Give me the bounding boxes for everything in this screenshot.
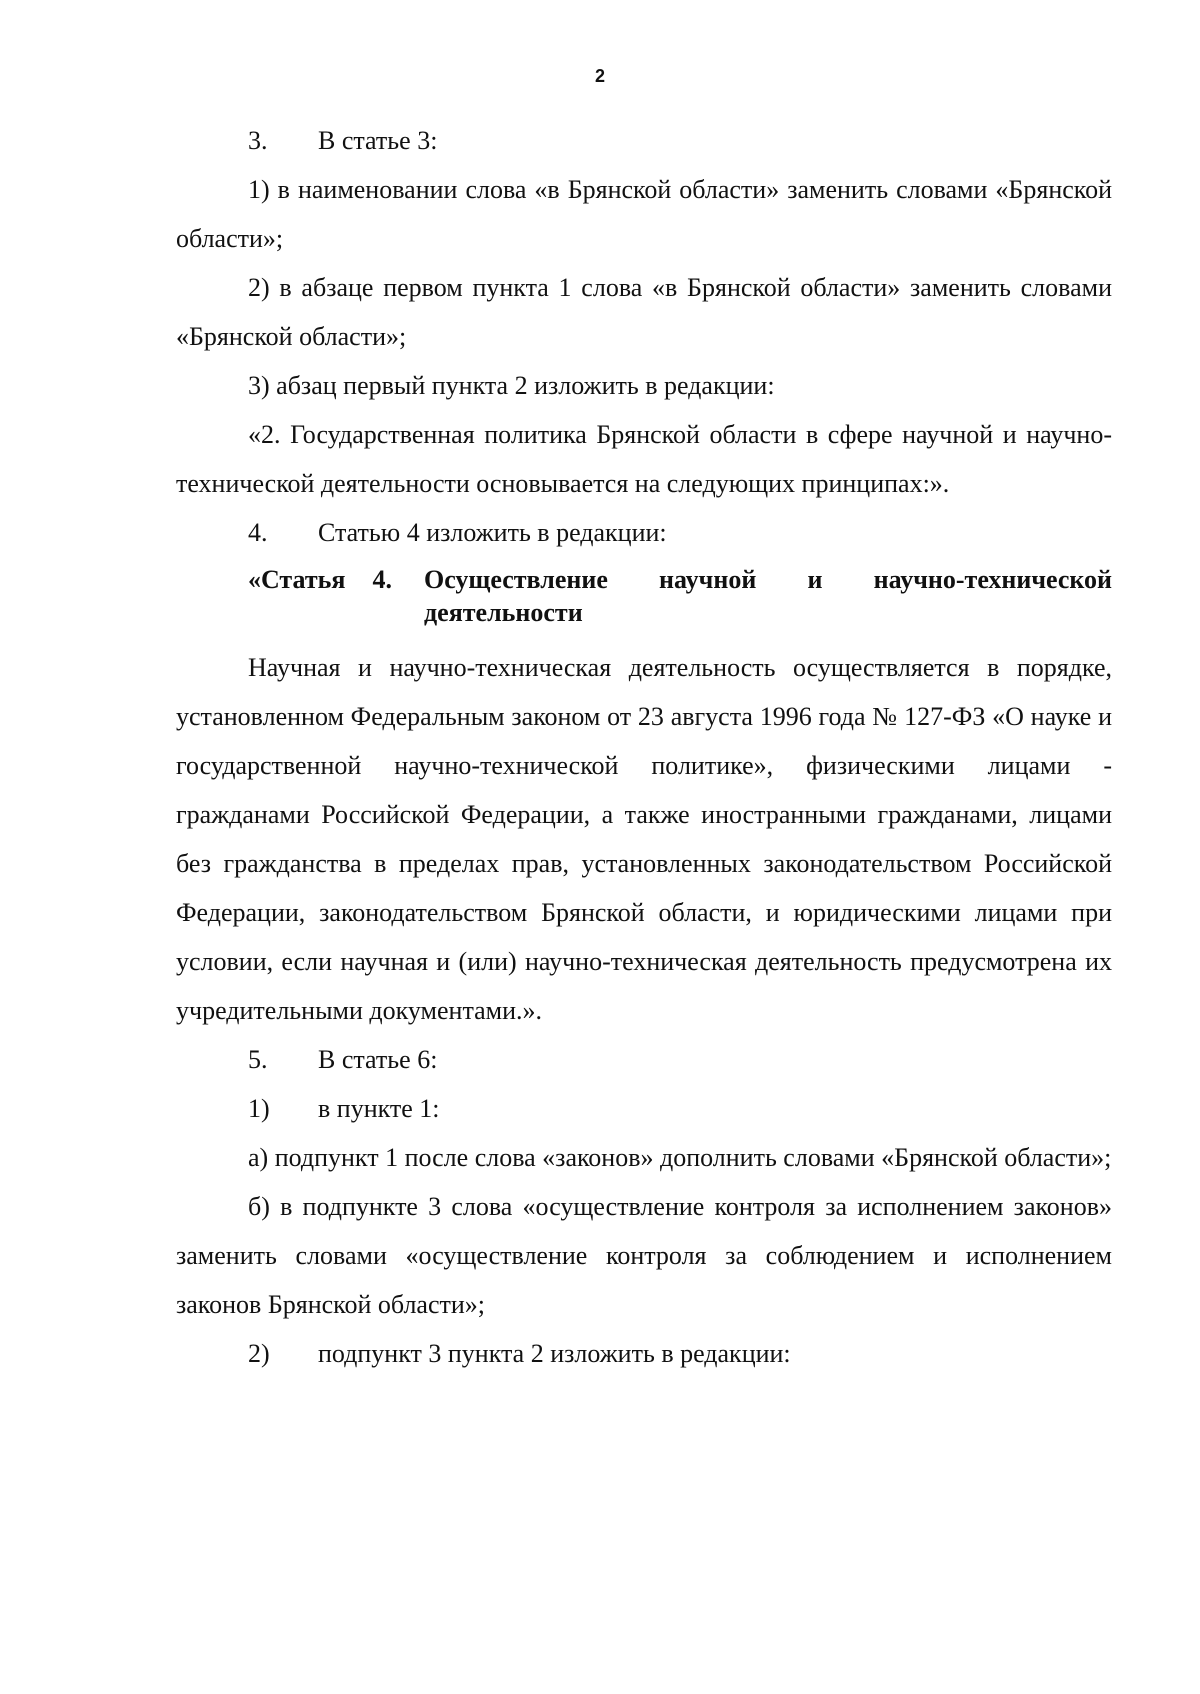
item-4-number: 4. <box>248 518 268 547</box>
document-body <box>176 116 1112 1378</box>
item-3-subitem-2: 2) в абзаце первом пункта 1 слова «в Брянской области» заменить словами «Брянской области»; <box>176 273 1112 351</box>
item-3-subitem-1: 1) в наименовании слова «в Брянской области» заменить словами «Брянской области»; <box>176 175 1112 253</box>
item-5-subitem-1-number: 1) <box>248 1094 270 1123</box>
item-5-subitem-1-b: б) в подпункте 3 слова «осуществление контроля за исполнением законов» заменить словами «осуществление контроля за соблюдением и исполнением законов Брянской области»; <box>176 1192 1112 1319</box>
article-4-title <box>424 563 1112 629</box>
item-5 <box>176 1035 1112 1084</box>
item-5-text: В статье 6: <box>318 1045 438 1074</box>
article-4-title-line-1: Осуществление научной и научно-технической <box>424 565 1112 594</box>
item-5-subitem-2-text: подпункт 3 пункта 2 изложить в редакции: <box>318 1339 791 1368</box>
item-3 <box>176 116 1112 165</box>
item-4-text: Статью 4 изложить в редакции: <box>318 518 667 547</box>
article-4-label-word: «Статья <box>248 565 346 594</box>
article-4-body: Научная и научно-техническая деятельность осуществляется в порядке, установленном Федеральным законом от 23 августа 1996 года № 127-ФЗ «О науке и государственной научно-технической политике», физическими лицами - гражданами Российской Федерации, а также иностранными гражданами, лицами без гражданства в пределах прав, установленных законодательством Российской Федерации, законодательством Брянской области, и юридическими лицами при условии, если научная и (или) научно-техническая деятельность предусмотрена их учредительными документами.». <box>176 653 1112 1025</box>
item-5-subitem-2-number: 2) <box>248 1339 270 1368</box>
article-4-heading <box>176 563 1112 629</box>
article-4-title-line-2: деятельности <box>424 598 583 627</box>
page-number: 2 <box>594 66 605 86</box>
item-5-subitem-1-a: а) подпункт 1 после слова «законов» дополнить словами «Брянской области»; <box>248 1143 1112 1172</box>
item-3-subitem-3: 3) абзац первый пункта 2 изложить в редакции: <box>248 371 775 400</box>
article-4-label-number: 4. <box>372 565 392 594</box>
item-3-number: 3. <box>248 126 268 155</box>
item-3-text: В статье 3: <box>318 126 438 155</box>
item-5-number: 5. <box>248 1045 268 1074</box>
quoted-article-2-paragraph: «2. Государственная политика Брянской области в сфере научной и научно-технической деятельности основывается на следующих принципах:». <box>176 420 1112 498</box>
item-4 <box>176 508 1112 557</box>
item-5-subitem-2 <box>176 1329 1112 1378</box>
item-5-subitem-1 <box>176 1084 1112 1133</box>
article-4-label <box>248 563 424 596</box>
item-5-subitem-1-text: в пункте 1: <box>318 1094 440 1123</box>
